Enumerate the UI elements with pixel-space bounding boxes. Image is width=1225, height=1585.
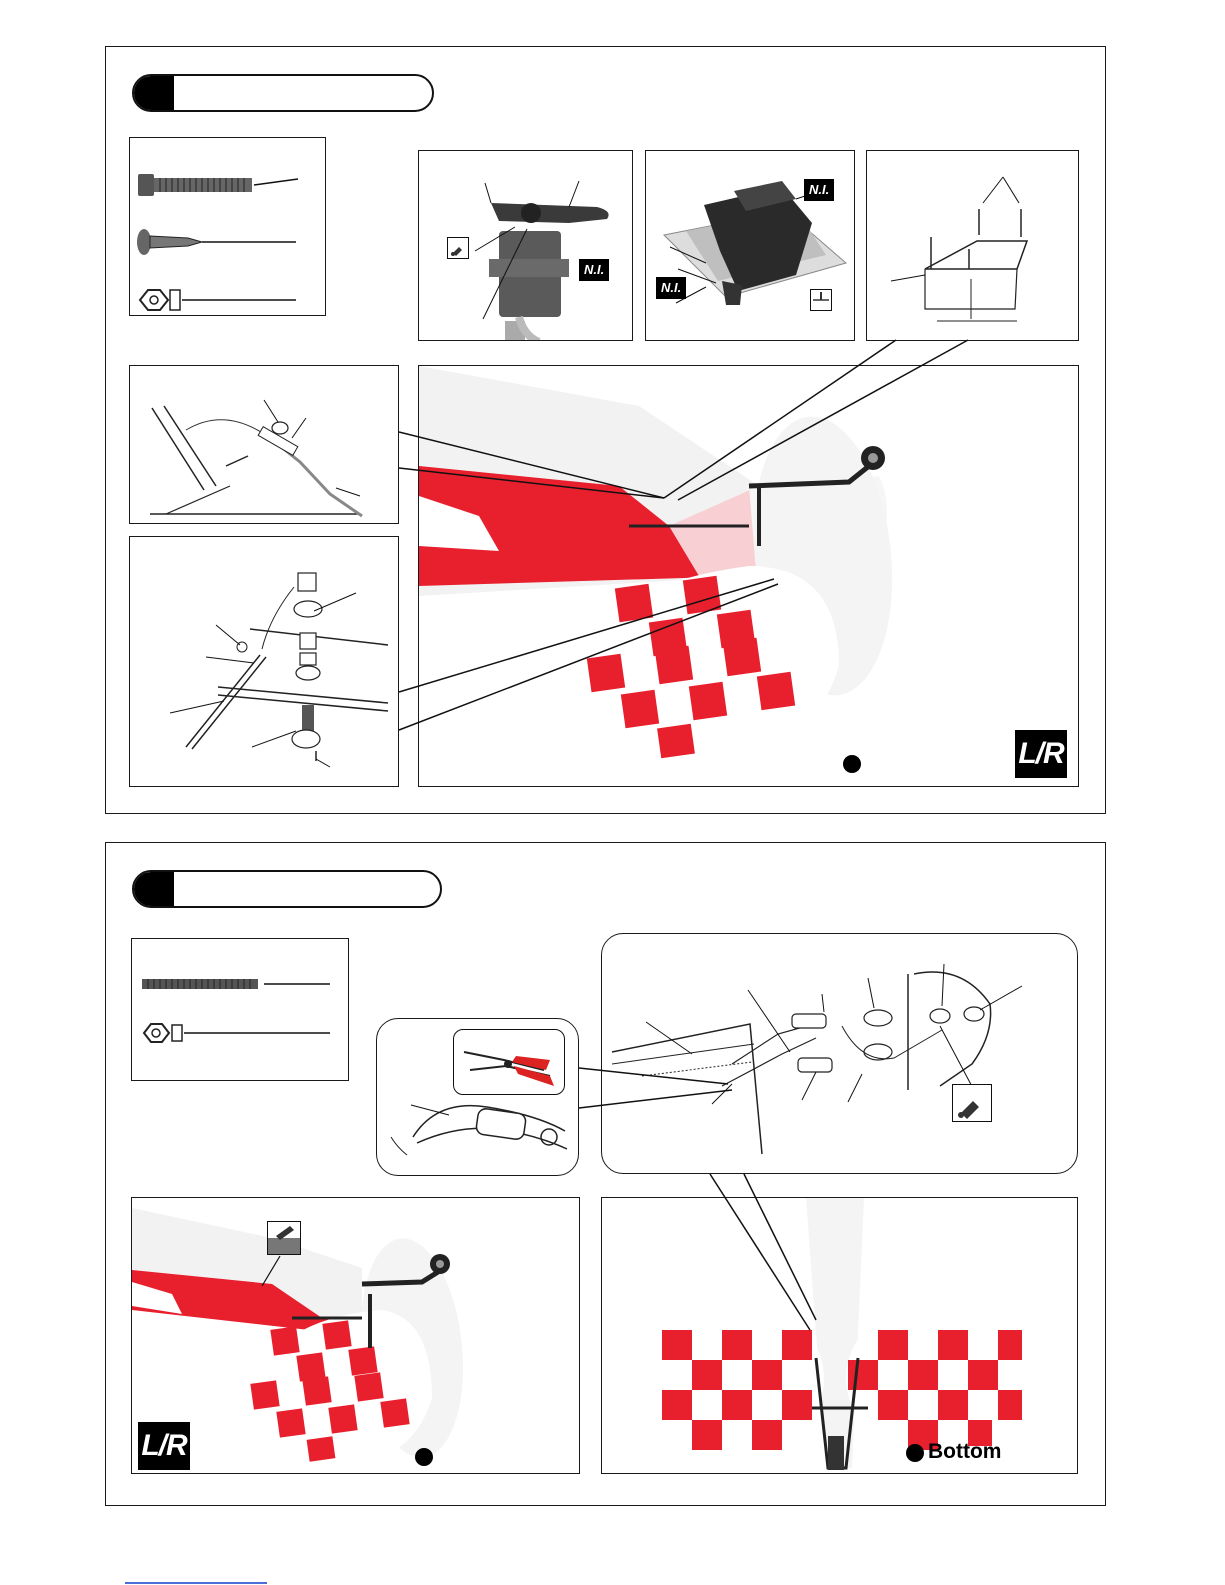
step-1-tail-photo (418, 365, 1079, 787)
control-horn-diagram (129, 365, 399, 524)
glue-bottle-icon (447, 237, 469, 259)
ni-badge: N.I. (804, 179, 834, 201)
view-indicator-dot (843, 755, 861, 773)
glue-bottle-icon (952, 1084, 992, 1122)
lr-badge: L/R (1015, 730, 1067, 778)
pliers-icon (453, 1029, 565, 1095)
crimp-detail-box (376, 1018, 579, 1176)
pushrod-assembly-box (601, 933, 1078, 1174)
view-indicator-dot (906, 1444, 924, 1462)
hinge-glue-icon (810, 289, 832, 311)
lr-badge: L/R (138, 1422, 190, 1470)
servo-tray-diagram (866, 150, 1079, 341)
parts-illustration (130, 138, 326, 316)
tailwheel-linkage-diagram (129, 536, 399, 787)
servo-arm-photo (418, 150, 633, 341)
view-indicator-dot (415, 1448, 433, 1466)
step-2-side-photo (131, 1197, 580, 1474)
bottom-view-label: Bottom (928, 1440, 1002, 1463)
ni-badge: N.I. (579, 259, 609, 281)
step-2-header-pill (132, 870, 442, 908)
step-2-parts-box (131, 938, 349, 1081)
step-1-header-pill (132, 74, 434, 112)
step-1-parts-box (129, 137, 326, 316)
footer-link-underline (125, 1582, 267, 1584)
step-2-number-dot (132, 870, 174, 908)
hinge-glue-icon (267, 1221, 301, 1255)
step-2-bottom-photo (601, 1197, 1078, 1474)
ni-badge: N.I. (656, 277, 686, 299)
step-1-number-dot (132, 74, 174, 112)
servo-mount-photo (645, 150, 855, 341)
